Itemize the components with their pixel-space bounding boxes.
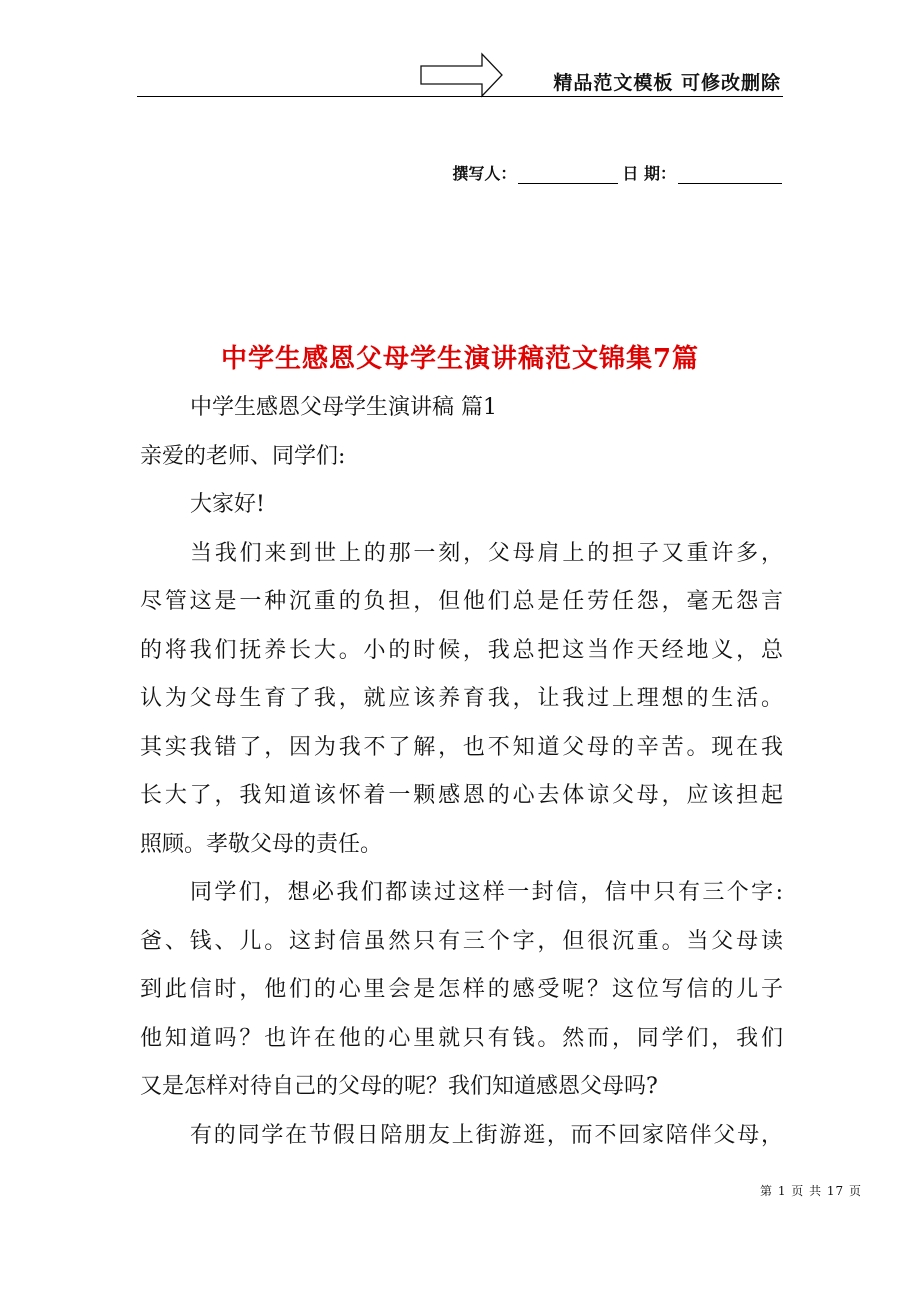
- body-line: 长大了，我知道该怀着一颗感恩的心去体谅父母，应该担起: [140, 783, 783, 808]
- body-line: 有的同学在节假日陪朋友上街游逛，而不回家陪伴父母，: [190, 1122, 783, 1148]
- author-label: 撰写人：: [452, 164, 517, 183]
- header-rule: [137, 96, 783, 97]
- body-line: 大家好!: [190, 492, 265, 517]
- body-line: 其实我错了，因为我不了解，也不知道父母的辛苦。现在我: [140, 734, 783, 760]
- body-line: 同学们，想必我们都读过这样一封信，信中只有三个字:: [190, 880, 783, 905]
- author-blank: [518, 165, 618, 184]
- page-header: [137, 48, 783, 98]
- date-label: 日 期：: [622, 164, 676, 183]
- body-line: 他知道吗？也许在他的心里就只有钱。然而，同学们，我们: [140, 1025, 783, 1051]
- author-date-line: [452, 161, 782, 184]
- body-line: 尽管这是一种沉重的负担，但他们总是任劳任怨，毫无怨言: [140, 589, 783, 614]
- body-line: 到此信时，他们的心里会是怎样的感受呢？这位写信的儿子: [140, 977, 783, 1002]
- body-line: 亲爱的老师、同学们:: [140, 443, 346, 469]
- body-line: 的将我们抚养长大。小的时候，我总把这当作天经地义，总: [140, 637, 783, 663]
- body-line: 当我们来到世上的那一刻，父母肩上的担子又重许多，: [190, 540, 783, 566]
- body-line: 又是怎样对待自己的父母的呢？我们知道感恩父母吗?: [140, 1074, 658, 1099]
- body-line: 爸、钱、儿。这封信虽然只有三个字，但很沉重。当父母读: [140, 928, 783, 954]
- document-title: 中学生感恩父母学生演讲稿范文锦集7篇: [220, 344, 700, 374]
- body-line: 中学生感恩父母学生演讲稿 篇1: [190, 395, 497, 420]
- body-line: 照顾。孝敬父母的责任。: [140, 831, 383, 857]
- page-number: 第 1 页 共 17 页: [760, 1184, 862, 1198]
- header-label: 精品范文模板 可修改删除: [553, 72, 781, 94]
- document-body: [140, 384, 783, 1160]
- date-blank: [678, 165, 782, 184]
- body-line: 认为父母生育了我，就应该养育我，让我过上理想的生活。: [140, 686, 783, 711]
- arrow-right-icon: [420, 52, 504, 98]
